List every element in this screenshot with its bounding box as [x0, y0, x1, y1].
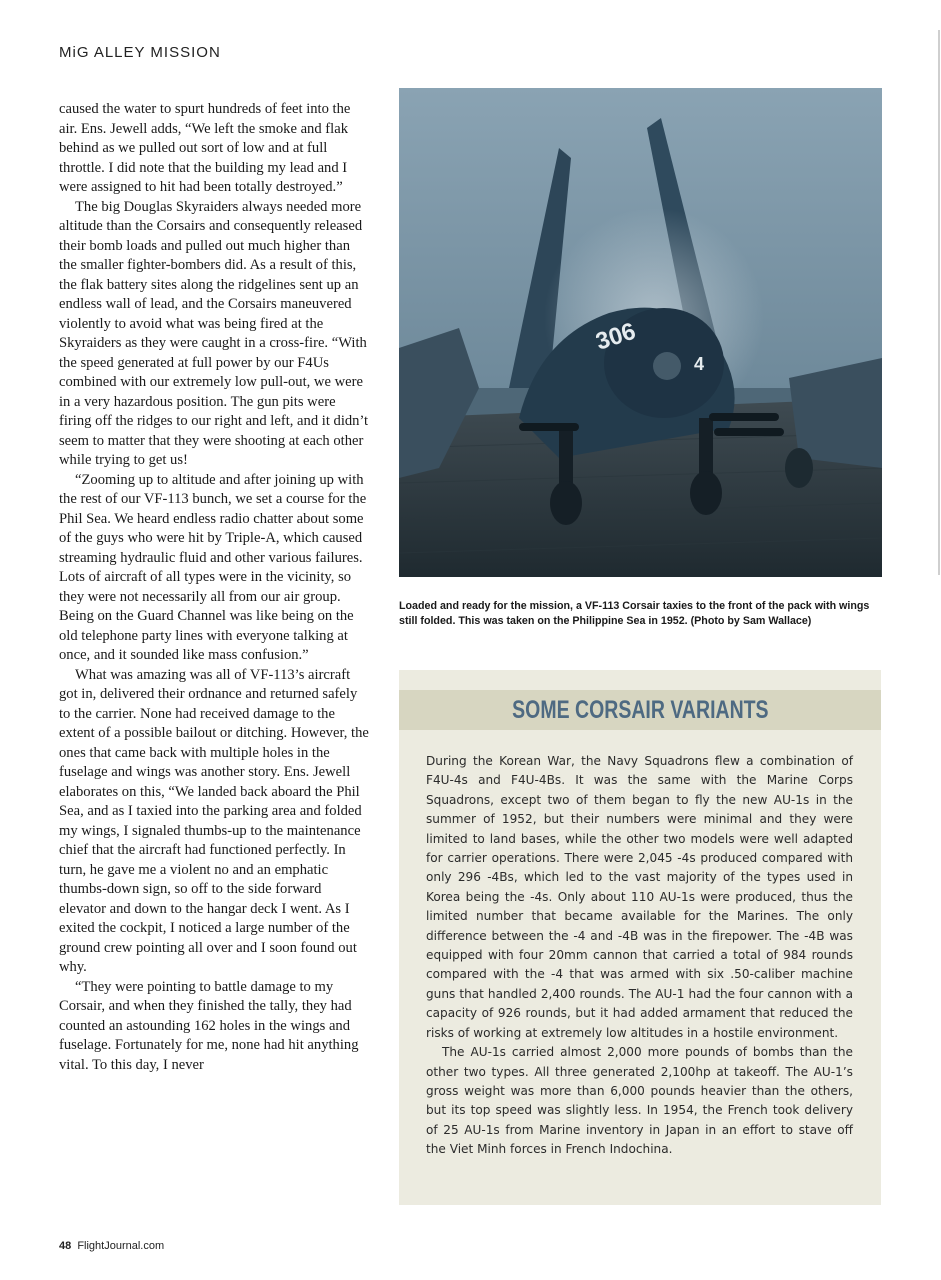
article-body — [59, 100, 371, 1075]
footer-site: FlightJournal.com — [77, 1240, 165, 1252]
sidebar-title-bar — [399, 690, 881, 730]
article-paragraph: “They were pointing to battle damage to my Corsair, and when they finished the tally, they had counted an astounding 162 holes in the wings and fuselage. Fortunately for me, none had hit anything vital. To this day, I never — [59, 978, 359, 1073]
corsair-photo — [399, 88, 882, 577]
sidebar-box — [399, 670, 881, 1205]
article-paragraph: “Zooming up to altitude and after joining up with the rest of our VF-113 bunch, we set a course for the Phil Sea. We heard endless radio chatter about some of the guys who were hit by Triple-A, which caused streaming hydraulic fluid and other various failures. Lots of aircraft of all types were in the vicinity, so they were not necessarily all from our air group. Being on the Guard Channel was like being on the old telephone party lines with everyone talking at once, and it sounded like mass confusion.” — [59, 471, 367, 663]
section-title: MiG ALLEY MISSION — [59, 44, 221, 61]
photo-caption: Loaded and ready for the mission, a VF-113 Corsair taxies to the front of the pack with wings still folded. This was taken on the Philippine Sea in 1952. (Photo by Sam Wallace) — [399, 600, 870, 627]
propeller-hub — [653, 352, 681, 380]
nose-number: 306 — [592, 317, 639, 356]
deck-crewman — [785, 448, 813, 488]
sidebar-title: SOME CORSAIR VARIANTS — [511, 695, 769, 724]
page-footer — [59, 1240, 164, 1252]
sidebar-paragraph: The AU-1s carried almost 2,000 more pounds of bombs than the other two types. All three generated 2,100hp at takeoff. The AU-1’s gross weight was more than 6,000 pounds heavier than the others, but its top speed was slightly less. In 1954, the French took delivery of 25 AU-1s from Marine inventory in Japan in an effort to stave off the Viet Minh forces in French Indochina. — [426, 1045, 853, 1157]
article-paragraph: caused the water to spurt hundreds of feet into the air. Ens. Jewell adds, “We left the smoke and flak behind as we pulled out sort of low and at full throttle. I did note that the building my lead and I were assigned to hit had been totally destroyed.” — [59, 101, 351, 195]
side-number: 4 — [694, 354, 705, 374]
page-edge-divider — [938, 30, 940, 575]
sidebar-body — [426, 752, 853, 1160]
article-paragraph: The big Douglas Skyraiders always needed more altitude than the Corsairs and consequently released their bomb loads and pulled out much higher than the smaller fighter-bombers did. As a result of this, the flak battery sites along the ridgelines sent up an endless wall of lead, and the Corsairs maneuvered violently to avoid what was being fired at the Skyraiders as they were caught in a cross-fire. “With the speed generated at full power by our F4Us combined with our extremely low pull-out, we were in a very hazardous position. The gun pits were firing off the ridges to our right and left, and it didn’t seem to matter that they were shooting at each other while trying to get us! — [59, 198, 369, 468]
page-number: 48 — [59, 1240, 72, 1252]
article-paragraph: What was amazing was all of VF-113’s aircraft got in, delivered their ordnance and returned safely to the carrier. None had received damage to the extent of a possible bailout or ditching. However, the ones that came back with multiple holes in the fuselage and wings was another story. Ens. Jewell elaborates on this, “We landed back aboard the Phil Sea, and as I taxied into the parking area and folded my wings, I signaled thumbs-up to the maintenance chief that the aircraft had functioned perfectly. In turn, he gave me a violent no and an emphatic thumbs-down sign, so off to the side forward elevator and down to the hangar deck I went. As I exited the cockpit, I noticed a large number of the ground crew pointing all over and I soon found out why. — [59, 666, 369, 975]
sidebar-paragraph: During the Korean War, the Navy Squadrons flew a combination of F4U-4s and F4U-4Bs. It was the same with the Marine Corps Squadrons, except two of them began to fly the new AU-1s in the summer of 1952, but their numbers were minimal and they were limited to land bases, while the other two models were well adapted for carrier operations. There were 2,045 -4s produced compared with only 296 -4Bs, which led to the vast majority of the types used in Korea being the -4s. Only about 110 AU-1s were produced, thus the limited number that became available for the Marines. The only difference between the -4 and -4B was in the firepower. The -4B was equipped with four 20mm cannon that carried a total of 984 rounds compared with the -4 that was armed with six .50-caliber machine guns that handled 2,400 rounds. The AU-1 had the four cannon with a capacity of 926 rounds, but it had added armament that reduced the risks of working at extremely low altitudes in a hostile environment. — [426, 754, 853, 1040]
